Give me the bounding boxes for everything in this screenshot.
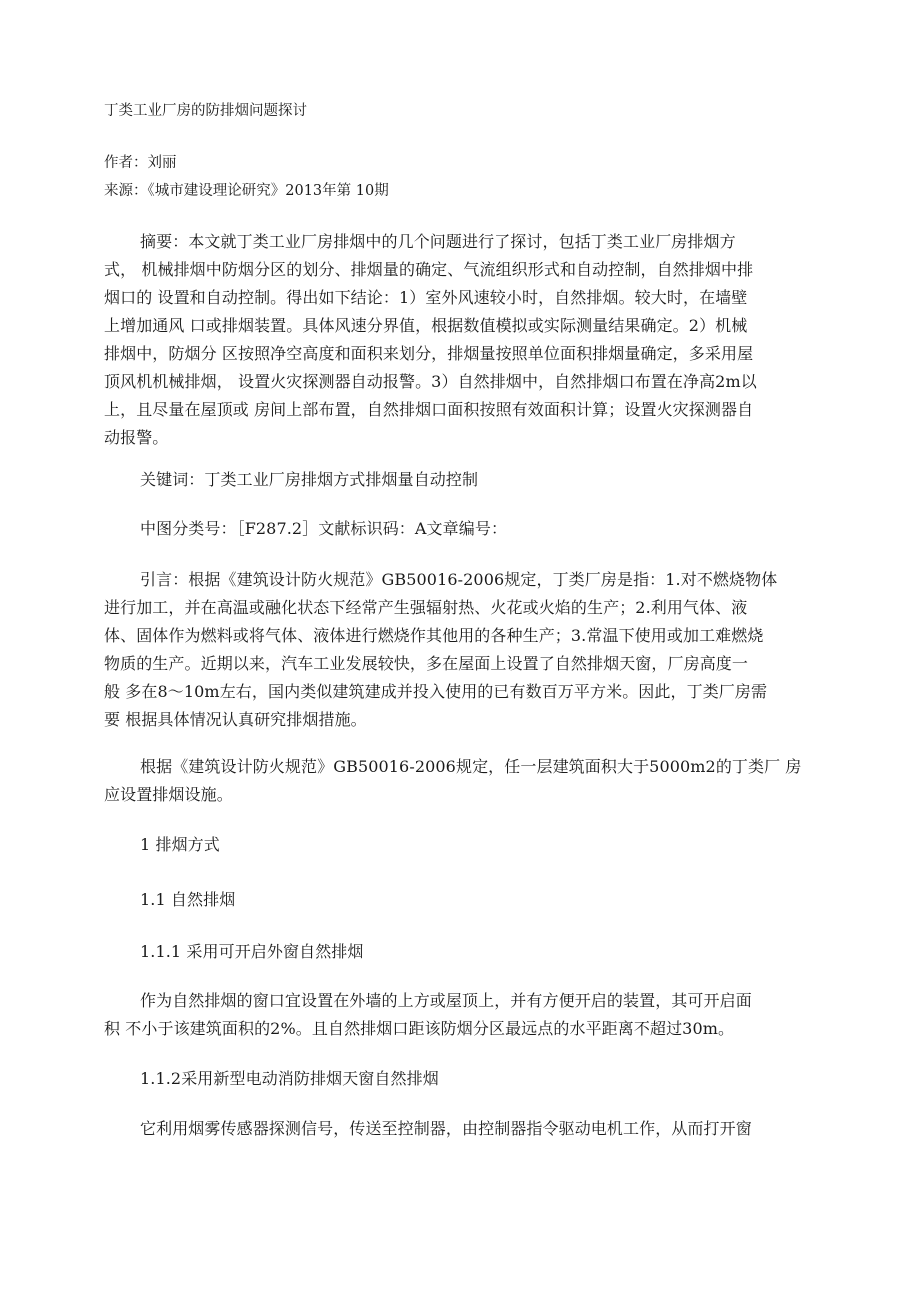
- doc-title: 丁类工业厂房的防排烟问题探讨: [104, 103, 307, 119]
- abstract-line: 烟口的 设置和自动控制。得出如下结论：1）室外风速较小时，自然排烟。较大时，在墙壁: [104, 288, 748, 307]
- rule-line: 根据《建筑设计防火规范》GB50016-2006规定，任一层建筑面积大于5000m2的丁类厂 房: [140, 757, 802, 776]
- abstract-line: 摘要：本文就丁类工业厂房排烟中的几个问题进行了探讨，包括丁类工业厂房排烟方: [140, 232, 736, 251]
- rule-line: 应设置排烟设施。: [104, 785, 233, 804]
- subsection-heading: 1.1 自然排烟: [140, 890, 236, 909]
- abstract-line: 顶风机机械排烟， 设置火灾探测器自动报警。3）自然排烟中，自然排烟口布置在净高2m以: [104, 372, 757, 391]
- intro-line: 进行加工，并在高温或融化状态下经常产生强辐射热、火花或火焰的生产；2.利用气体、液: [104, 598, 748, 617]
- keywords: 关键词：丁类工业厂房排烟方式排烟量自动控制: [140, 470, 479, 489]
- subsubsection-heading: 1.1.2采用新型电动消防排烟天窗自然排烟: [140, 1069, 439, 1088]
- intro-line: 般 多在8〜10m左右，国内类似建筑建成并投入使用的已有数百万平方米。因此，丁类厂房需: [104, 682, 768, 701]
- abstract-line: 上增加通风 口或排烟装置。具体风速分界值，根据数值模拟或实际测量结果确定。2）机械: [104, 316, 748, 335]
- paragraph-line: 作为自然排烟的窗口宜设置在外墙的上方或屋顶上，并有方便开启的装置，其可开启面: [140, 991, 752, 1010]
- classification: 中图分类号：［F287.2］文献标识码：A文章编号：: [140, 519, 508, 538]
- abstract-line: 式， 机械排烟中防烟分区的划分、排烟量的确定、气流组织形式和自动控制，自然排烟中排: [104, 260, 754, 279]
- intro-line: 物质的生产。近期以来，汽车工业发展较快，多在屋面上设置了自然排烟天窗，厂房高度一: [104, 654, 749, 673]
- paragraph-line: 它利用烟雾传感器探测信号，传送至控制器，由控制器指令驱动电机工作，从而打开窗: [140, 1119, 752, 1138]
- doc-source: 来源：《城市建设理论研究》2013年第 10期: [104, 183, 389, 199]
- abstract-line: 上，且尽量在屋顶或 房间上部布置，自然排烟口面积按照有效面积计算；设置火灾探测器自: [104, 400, 754, 419]
- subsubsection-heading: 1.1.1 采用可开启外窗自然排烟: [140, 942, 364, 961]
- doc-author: 作者：刘丽: [104, 155, 177, 171]
- intro-line: 要 根据具体情况认真研究排烟措施。: [104, 710, 367, 729]
- intro-line: 体、固体作为燃料或将气体、液体进行燃烧作其他用的各种生产；3.常温下使用或加工难燃烧: [104, 626, 764, 645]
- paragraph-line: 积 不小于该建筑面积的2%。且自然排烟口距该防烟分区最远点的水平距离不超过30m。: [104, 1019, 735, 1038]
- section-heading: 1 排烟方式: [140, 835, 220, 854]
- abstract-line: 排烟中，防烟分 区按照净空高度和面积来划分，排烟量按照单位面积排烟量确定，多采用屋: [104, 344, 754, 363]
- intro-line: 引言：根据《建筑设计防火规范》GB50016-2006规定，丁类厂房是指：1.对不燃烧物体: [140, 570, 778, 589]
- abstract-line: 动报警。: [104, 428, 169, 447]
